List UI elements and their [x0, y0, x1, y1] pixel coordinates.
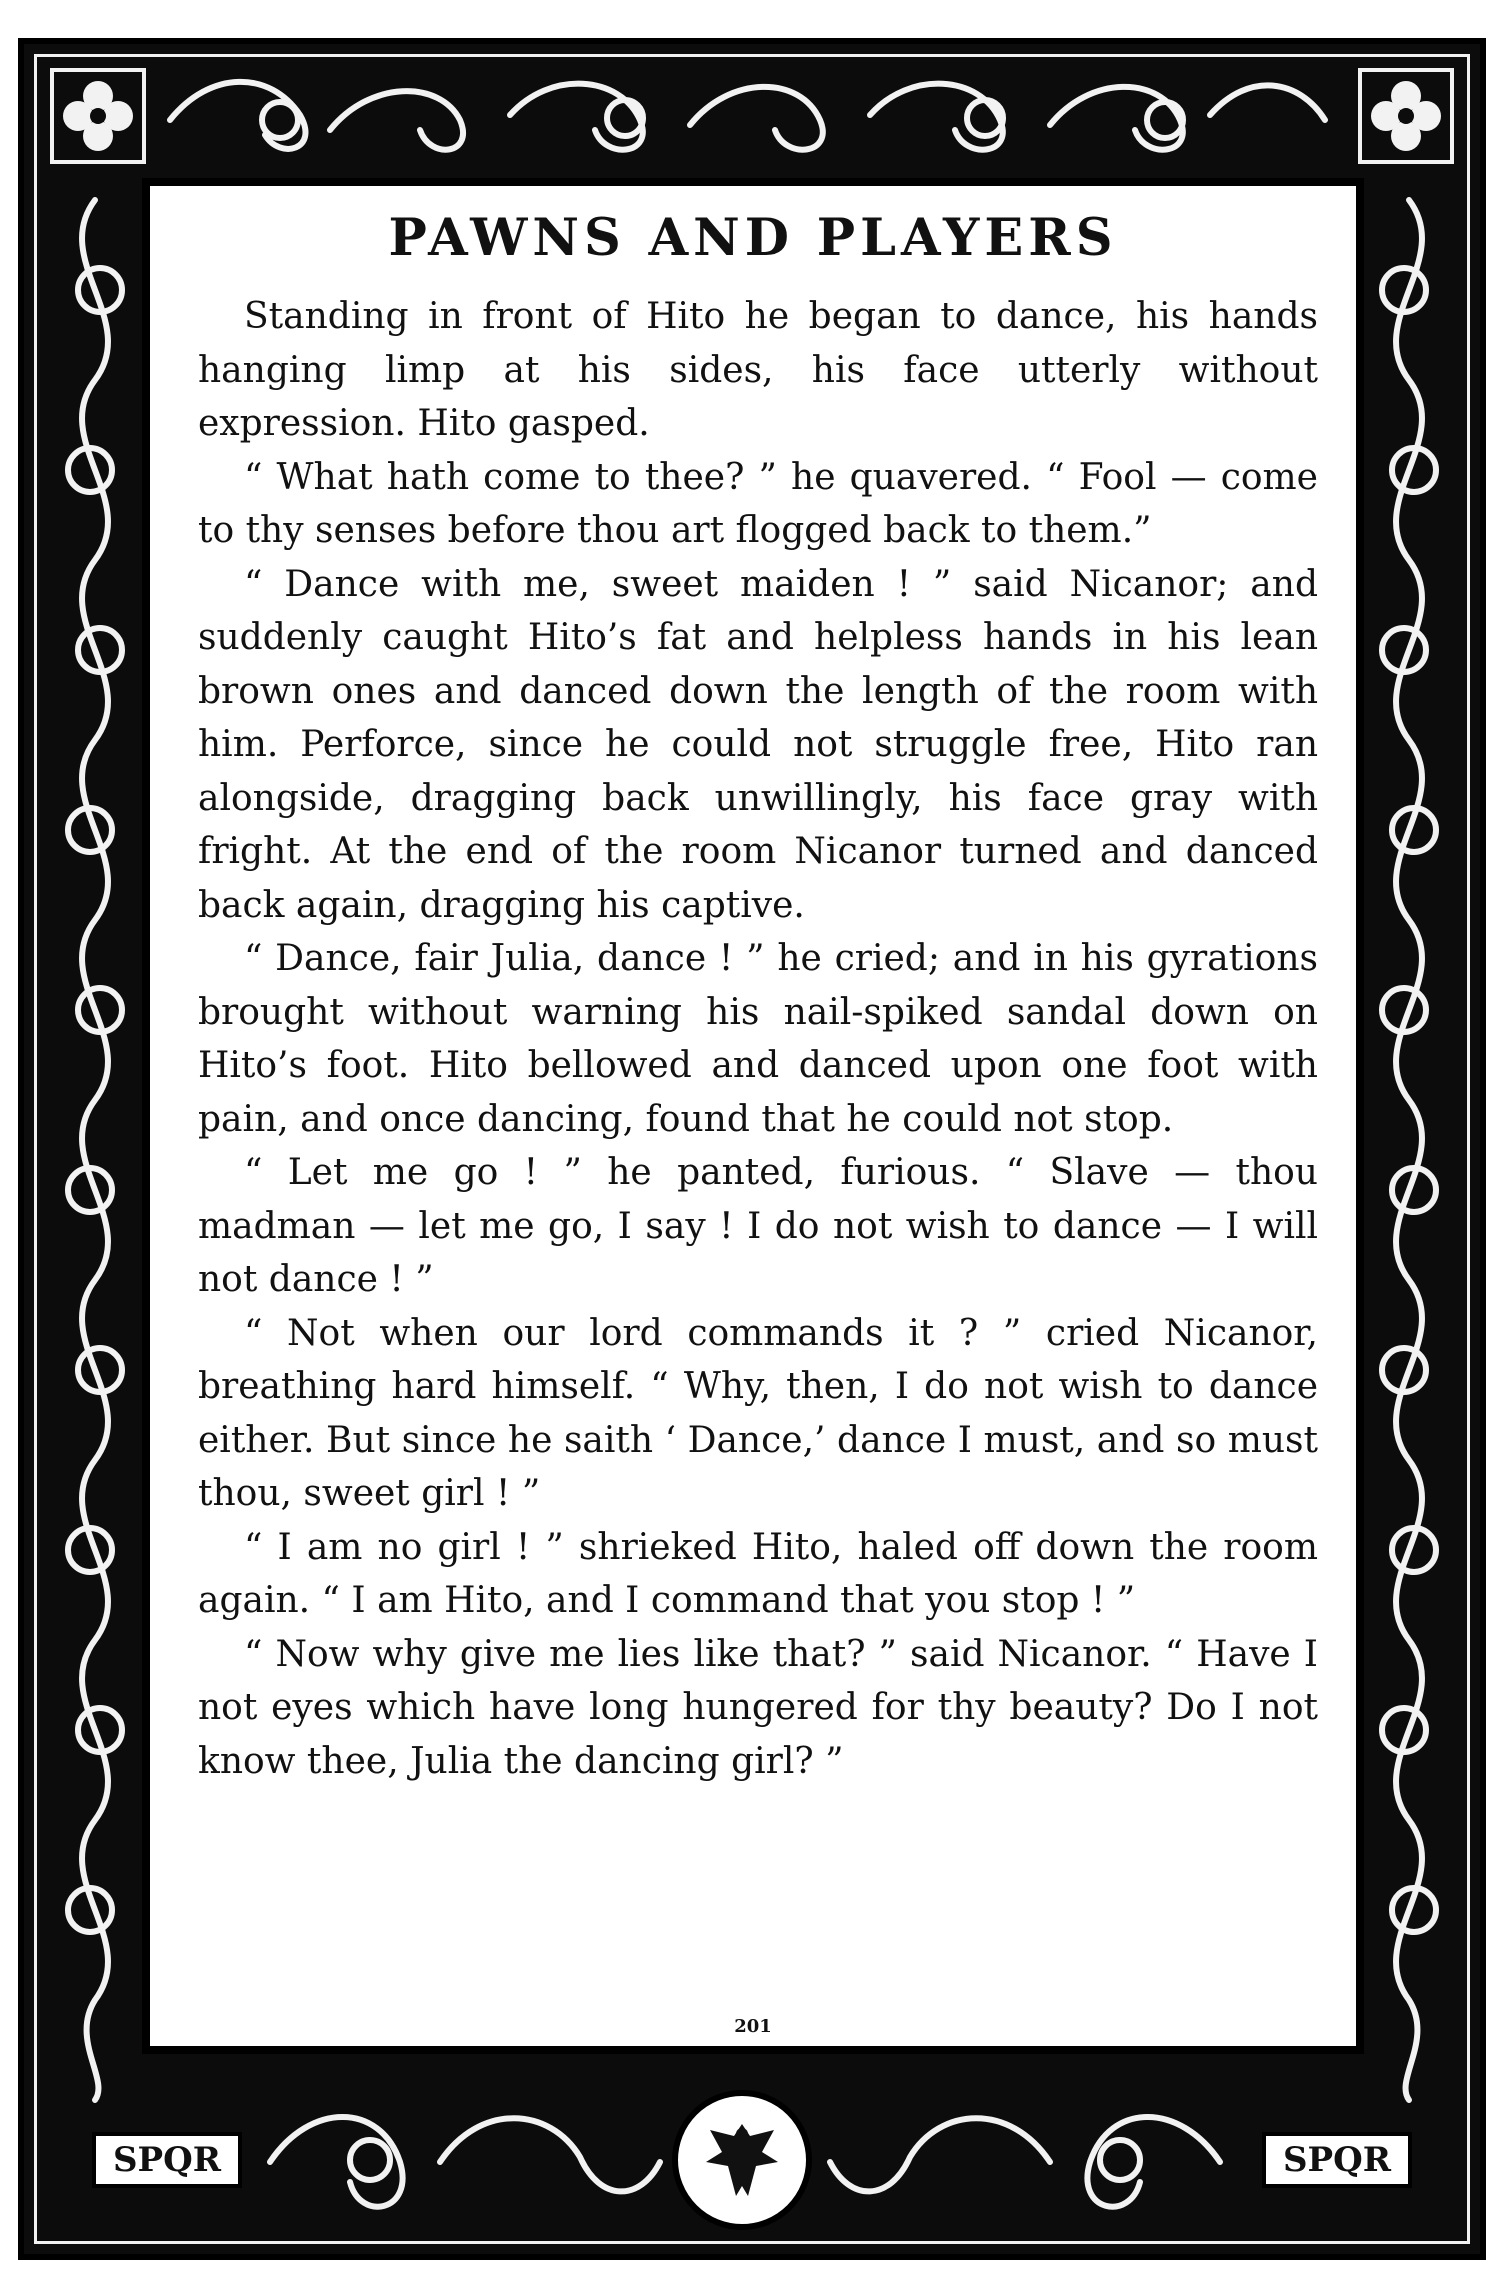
left-ornament-band: [40, 180, 150, 2110]
page-number: 201: [734, 2016, 772, 2037]
bottom-ornament-band: [40, 2082, 1464, 2238]
flower-icon: [1358, 68, 1454, 164]
paragraph: “ Now why give me lies like that? ” said Nicanor. “ Have I not eyes which have long hungered for thy beauty? Do I not know thee, Julia the dancing girl? ”: [198, 1633, 1318, 1782]
right-ornament-band: [1354, 180, 1464, 2110]
paragraph: “ Dance, fair Julia, dance ! ” he cried; and in his gyrations brought without warning his nail-spiked sandal down on Hito’s foot. Hito bellowed and danced upon one foot with pain, and once dancing, found that he could not stop.: [198, 938, 1318, 1140]
text-panel: [142, 178, 1364, 2054]
paragraph: “ Dance with me, sweet maiden ! ” said Nicanor; and suddenly caught Hito’s fat and helpless hands in his lean brown ones and danced down the length of the room with him. Perforce, since he could not struggle free, Hito ran alongside, dragging back unwillingly, his face gray with fright. At the end of the room Nicanor turned and danced back again, dragging his captive.: [198, 563, 1318, 926]
eagle-medallion: [672, 2090, 812, 2230]
spqr-plaque-left: SPQR: [92, 2132, 242, 2188]
eagle-icon: [678, 2096, 806, 2224]
paragraph: “ Not when our lord commands it ? ” cried Nicanor, breathing hard himself. “ Why, then, I do not wish to dance either. But since he saith ‘ Dance,’ dance I must, and so must thou, sweet girl ! ”: [198, 1312, 1318, 1514]
body-text: [198, 290, 1318, 1788]
page-title: PAWNS AND PLAYERS: [388, 208, 1118, 268]
spqr-plaque-right: SPQR: [1262, 2132, 1412, 2188]
paragraph: “ I am no girl ! ” shrieked Hito, haled off down the room again. “ I am Hito, and I command that you stop ! ”: [198, 1526, 1318, 1621]
top-ornament-band: [40, 60, 1464, 180]
paragraph: Standing in front of Hito he began to dance, his hands hanging limp at his sides, his face utterly without expression. Hito gasped.: [198, 296, 1318, 444]
paragraph: “ Let me go ! ” he panted, furious. “ Slave — thou madman — let me go, I say ! I do not wish to dance — I will not dance ! ”: [198, 1152, 1318, 1300]
flower-icon: [50, 68, 146, 164]
paragraph: “ What hath come to thee? ” he quavered. “ Fool — come to thy senses before thou art flogged back to them.”: [198, 456, 1318, 551]
